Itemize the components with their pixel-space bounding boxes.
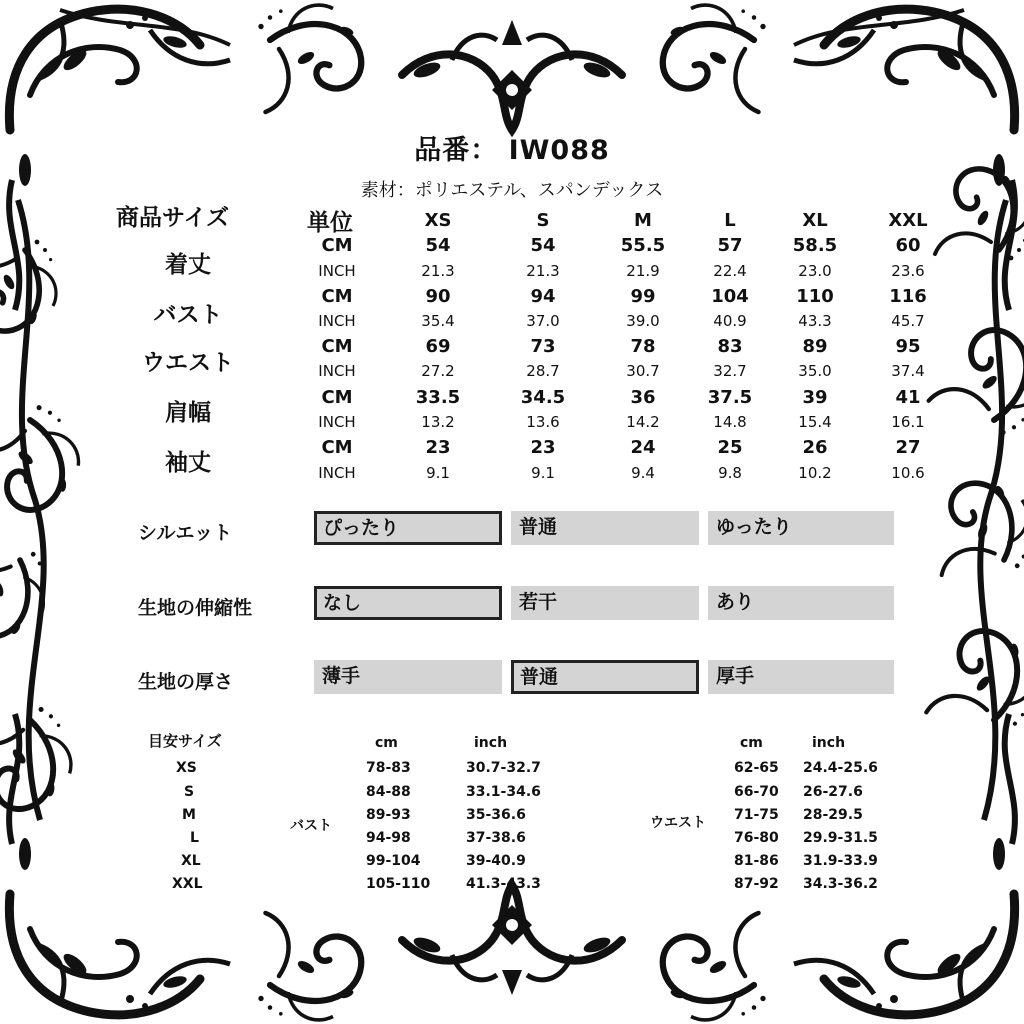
cell-inch: 9.4 (631, 464, 655, 482)
ref-waist-cm: 81-86 (734, 853, 779, 869)
cell-inch: 13.6 (526, 413, 560, 431)
cell-inch: 43.3 (798, 312, 832, 330)
cell-inch: 9.1 (426, 464, 450, 482)
cell-inch: 27.2 (421, 362, 455, 380)
cell-inch: 23.6 (891, 262, 925, 280)
size-header-xs: XS (424, 210, 452, 231)
cell-inch: 14.2 (626, 413, 660, 431)
size-header-s: S (536, 210, 550, 231)
cell-cm: 24 (630, 437, 656, 458)
cell-cm: 41 (895, 387, 921, 408)
attr-label-stretch: 生地の伸縮性 (138, 597, 253, 619)
cell-inch: 21.3 (526, 262, 560, 280)
cell-inch: 23.0 (798, 262, 832, 280)
unit-inch: INCH (318, 464, 356, 482)
unit-cm: CM (321, 387, 353, 408)
cell-cm: 25 (717, 437, 743, 458)
cell-inch: 15.4 (798, 413, 832, 431)
ref-waist-inch: 29.9-31.5 (803, 830, 878, 846)
unit-cm: CM (321, 286, 353, 307)
unit-inch: INCH (318, 312, 356, 330)
cell-cm: 73 (530, 336, 556, 357)
ref-size: S (184, 784, 195, 800)
unit-cm: CM (321, 235, 353, 256)
row-label-waist: ウエスト (142, 350, 234, 376)
cell-inch: 14.8 (713, 413, 747, 431)
cell-inch: 16.1 (891, 413, 925, 431)
ref-waist-cm: 76-80 (734, 830, 779, 846)
size-header-l: L (724, 210, 736, 231)
cell-inch: 37.4 (891, 362, 925, 380)
unit-cm: CM (321, 336, 353, 357)
ref-waist-cm: 66-70 (734, 784, 779, 800)
cell-cm: 94 (530, 286, 556, 307)
cell-cm: 27 (895, 437, 921, 458)
cell-cm: 95 (895, 336, 921, 357)
ref-waist-cm: 71-75 (734, 807, 779, 823)
unit-inch: INCH (318, 362, 356, 380)
ref-size: XS (176, 760, 197, 776)
ref-bust-inch: 37-38.6 (466, 830, 526, 846)
cell-cm: 34.5 (520, 387, 566, 408)
ref-waist-cm: 62-65 (734, 760, 779, 776)
option-silhouette-fitted: ぴったり (314, 511, 502, 545)
ref-waist-label: ウエスト (650, 815, 706, 831)
option-thickness-regular: 普通 (511, 660, 699, 694)
ref-size: XXL (172, 876, 203, 892)
cell-inch: 10.2 (798, 464, 832, 482)
unit-inch: INCH (318, 413, 356, 431)
ref-waist-inch: 24.4-25.6 (803, 760, 878, 776)
ref-waist-inch: 28-29.5 (803, 807, 863, 823)
ref-bust-cm: 78-83 (366, 760, 411, 776)
unit-inch: INCH (318, 262, 356, 280)
cell-inch: 9.8 (718, 464, 742, 482)
cell-cm: 58.5 (792, 235, 838, 256)
cell-inch: 32.7 (713, 362, 747, 380)
cell-inch: 22.4 (713, 262, 747, 280)
cell-cm: 33.5 (415, 387, 461, 408)
cell-inch: 21.9 (626, 262, 660, 280)
ref-bust-cm: 94-98 (366, 830, 411, 846)
option-silhouette-regular: 普通 (511, 511, 699, 545)
cell-inch: 35.4 (421, 312, 455, 330)
size-header-xxl: XXL (888, 210, 928, 231)
cell-cm: 78 (630, 336, 656, 357)
cell-inch: 37.0 (526, 312, 560, 330)
cell-cm: 99 (630, 286, 656, 307)
cell-cm: 23 (530, 437, 556, 458)
cell-cm: 90 (425, 286, 451, 307)
size-table-header-label: 商品サイズ (116, 205, 230, 231)
cell-cm: 54 (530, 235, 556, 256)
ref-waist-cm: 87-92 (734, 876, 779, 892)
cell-cm: 37.5 (707, 387, 753, 408)
ref-bust-label: バスト (290, 818, 332, 834)
option-thickness-thin: 薄手 (314, 660, 502, 694)
cell-cm: 89 (802, 336, 828, 357)
ref-bust-cm: 105-110 (366, 876, 431, 892)
row-label-sleeve: 袖丈 (165, 450, 211, 476)
cell-cm: 104 (711, 286, 749, 307)
cell-cm: 26 (802, 437, 828, 458)
cell-cm: 110 (796, 286, 834, 307)
cell-cm: 55.5 (620, 235, 666, 256)
cell-inch: 9.1 (531, 464, 555, 482)
cell-cm: 116 (889, 286, 927, 307)
ref-bust-cm: 89-93 (366, 807, 411, 823)
cell-cm: 69 (425, 336, 451, 357)
size-header-xl: XL (802, 210, 828, 231)
ref-waist-cm-header: cm (740, 735, 763, 751)
cell-inch: 28.7 (526, 362, 560, 380)
ref-bust-inch: 33.1-34.6 (466, 784, 541, 800)
ref-size: M (182, 807, 196, 823)
ref-bust-cm: 99-104 (366, 853, 421, 869)
ref-size: L (190, 830, 199, 846)
ref-waist-inch-header: inch (812, 735, 846, 751)
reference-title: 目安サイズ (148, 732, 222, 750)
option-stretch-slight: 若干 (511, 586, 699, 620)
cell-cm: 39 (802, 387, 828, 408)
ref-bust-inch: 39-40.9 (466, 853, 526, 869)
ref-size: XL (181, 853, 201, 869)
cell-cm: 83 (717, 336, 743, 357)
ref-bust-inch: 41.3-43.3 (466, 876, 541, 892)
attr-label-silhouette: シルエット (138, 522, 233, 544)
cell-inch: 39.0 (626, 312, 660, 330)
cell-inch: 40.9 (713, 312, 747, 330)
row-label-shoulder: 肩幅 (165, 400, 211, 426)
cell-inch: 21.3 (421, 262, 455, 280)
cell-inch: 45.7 (891, 312, 925, 330)
option-thickness-thick: 厚手 (708, 660, 894, 694)
ref-bust-inch: 35-36.6 (466, 807, 526, 823)
cell-cm: 54 (425, 235, 451, 256)
product-code-title: 品番： IW088 (414, 135, 610, 166)
ref-bust-cm-header: cm (375, 735, 398, 751)
material-line: 素材：ポリエステル、スパンデックス (360, 180, 664, 201)
cell-cm: 23 (425, 437, 451, 458)
option-stretch-none: なし (314, 586, 502, 620)
ref-waist-inch: 34.3-36.2 (803, 876, 878, 892)
cell-inch: 10.6 (891, 464, 925, 482)
ref-bust-inch: 30.7-32.7 (466, 760, 541, 776)
cell-cm: 60 (895, 235, 921, 256)
row-label-length: 着丈 (165, 252, 211, 278)
cell-inch: 13.2 (421, 413, 455, 431)
unit-header: 単位 (307, 210, 353, 236)
option-stretch-yes: あり (708, 586, 894, 620)
ref-waist-inch: 31.9-33.9 (803, 853, 878, 869)
unit-cm: CM (321, 437, 353, 458)
cell-inch: 30.7 (626, 362, 660, 380)
ref-bust-inch-header: inch (474, 735, 508, 751)
ref-bust-cm: 84-88 (366, 784, 411, 800)
attr-label-thickness: 生地の厚さ (138, 671, 234, 693)
cell-cm: 36 (630, 387, 656, 408)
ref-waist-inch: 26-27.6 (803, 784, 863, 800)
row-label-bust: バスト (153, 302, 223, 328)
option-silhouette-loose: ゆったり (708, 511, 894, 545)
cell-cm: 57 (717, 235, 743, 256)
cell-inch: 35.0 (798, 362, 832, 380)
size-header-m: M (634, 210, 652, 231)
